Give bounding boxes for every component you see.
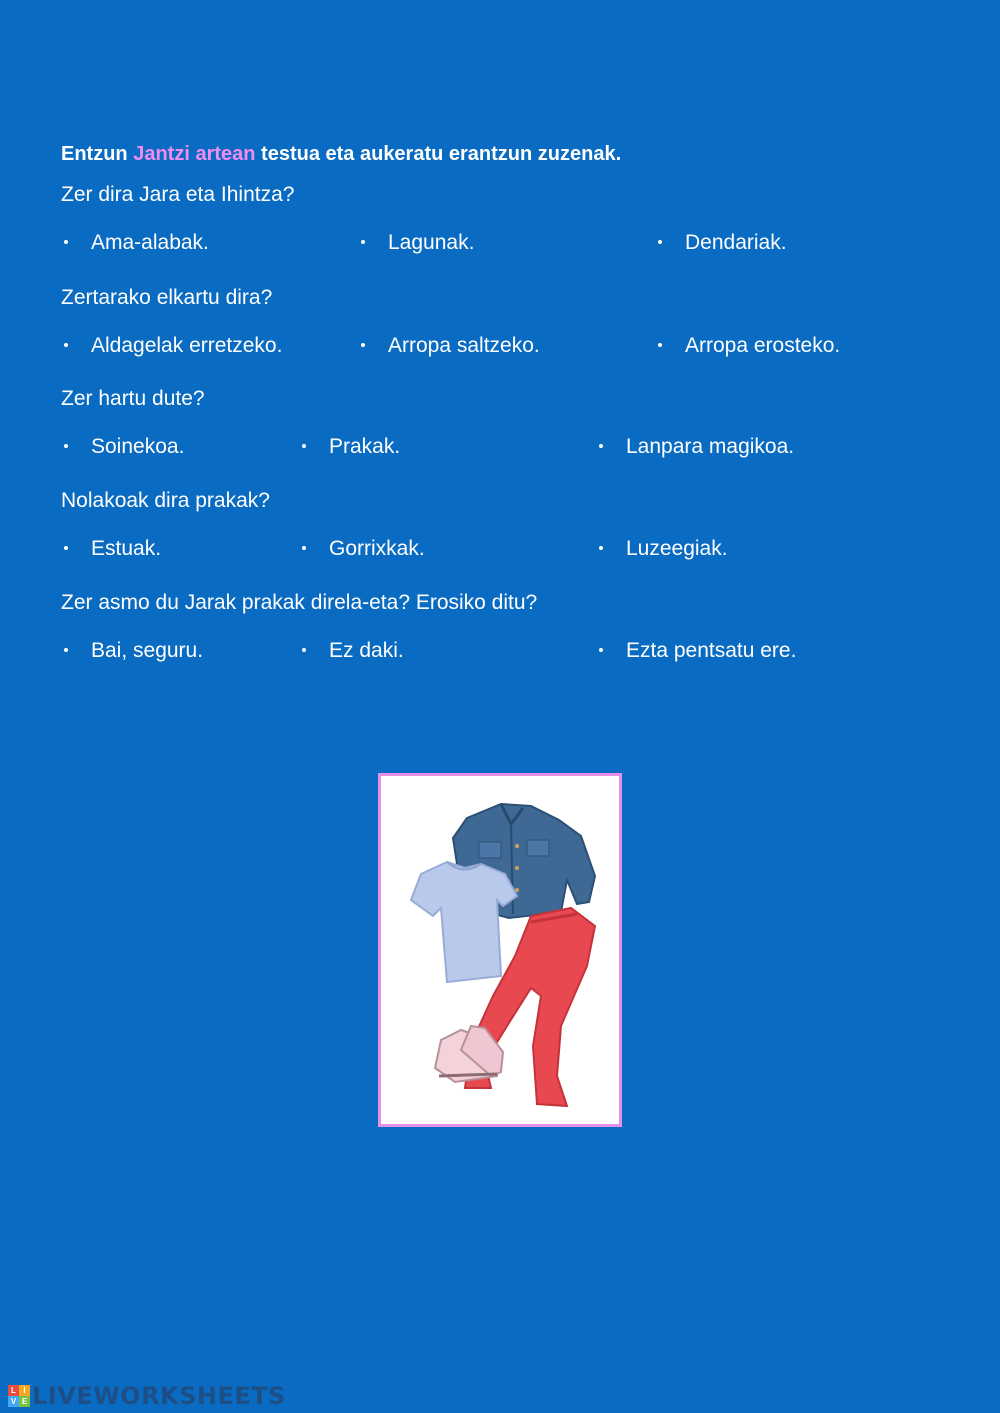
option-label: Soinekoa. [91,435,185,458]
instruction [61,143,621,166]
logo-letter: I [19,1385,30,1396]
question-5: Zer asmo du Jarak prakak direla-eta? Erosiko ditu? [61,591,538,614]
q1-option-3[interactable] [658,231,787,255]
instruction-part1: Entzun [61,143,128,165]
q5-option-3[interactable] [599,639,796,663]
option-label: Ama-alabak. [91,231,209,254]
q5-option-1[interactable] [64,639,203,663]
question-2: Zertarako elkartu dira? [61,286,273,309]
question-1: Zer dira Jara eta Ihintza? [61,183,295,206]
q4-option-1[interactable] [64,537,161,561]
clothes-illustration [381,776,619,1124]
option-label: Lanpara magikoa. [626,435,795,458]
clothes-photo [378,773,622,1127]
logo-letter: L [8,1385,19,1396]
q3-option-1[interactable] [64,435,184,459]
option-label: Aldagelak erretzeko. [91,334,283,357]
q1-option-2[interactable] [361,231,474,255]
instruction-highlight: Jantzi artean [133,143,256,165]
question-4: Nolakoak dira prakak? [61,489,270,512]
logo-letter: V [8,1396,19,1407]
logo-icon [8,1385,30,1407]
q2-option-1[interactable] [64,334,282,358]
q5-option-2[interactable] [302,639,404,663]
option-label: Estuak. [91,537,162,560]
q1-option-1[interactable] [64,231,209,255]
q4-option-2[interactable] [302,537,425,561]
option-label: Gorrixkak. [329,537,425,560]
option-label: Arropa erosteko. [685,334,841,357]
logo-text: LIVEWORKSHEETS [32,1382,286,1410]
liveworksheets-logo [8,1382,286,1410]
logo-letter: E [19,1396,30,1407]
option-label: Prakak. [329,435,401,458]
option-label: Arropa saltzeko. [388,334,540,357]
option-label: Ezta pentsatu ere. [626,639,797,662]
instruction-part2: testua eta aukeratu erantzun zuzenak. [261,143,622,165]
question-3: Zer hartu dute? [61,387,205,410]
option-label: Ez daki. [329,639,404,662]
option-label: Lagunak. [388,231,475,254]
q3-option-2[interactable] [302,435,400,459]
option-label: Luzeegiak. [626,537,728,560]
q3-option-3[interactable] [599,435,794,459]
q2-option-2[interactable] [361,334,540,358]
q4-option-3[interactable] [599,537,728,561]
option-label: Bai, seguru. [91,639,204,662]
option-label: Dendariak. [685,231,787,254]
light-blue-tshirt [411,862,517,982]
q2-option-3[interactable] [658,334,840,358]
